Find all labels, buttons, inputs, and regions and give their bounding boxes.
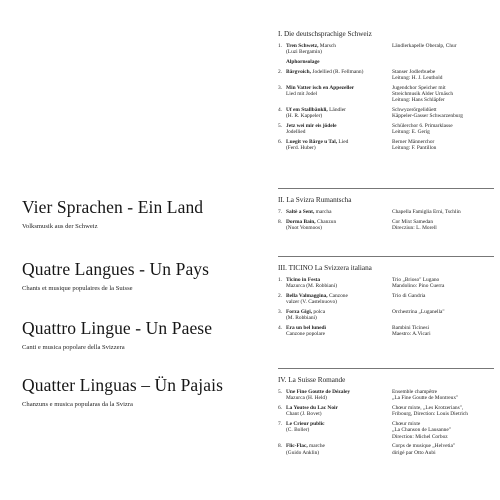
track-item: 4. Uf em Stallbänkli, Ländler (H. R. Kappeler) Schwyzerörgelidüett Käppeler-Gasser Schwarzenburg xyxy=(278,107,463,120)
track-item: 3. Min Vatter isch en Appezeller Lied mit Jodel Jugendchor Speicher mit Streichmusik Alder Urnäsch Leitung: Hans Schläpfer xyxy=(278,84,454,104)
track-item: 2. Bella Valmaggina, Canzone valzer (V. Castelnuovo) Trio di Gandria xyxy=(278,293,426,306)
track-item: 1. Tren Schwetz, Marsch (Luzi Bergamin) Ländlerkapelle Oberalp, Chur xyxy=(278,43,457,56)
section-title: II. La Svizra Rumantscha xyxy=(278,196,352,204)
title-block-german xyxy=(22,197,257,231)
section-divider xyxy=(278,368,494,369)
track-item: 7. Saltè a Sent, marcha Chapella Famiglia Erni, Tschlin xyxy=(278,209,461,215)
track-item: 5. Jetz wei mir eis jödele Jodellied Schülerchor 6. Primarklasse Leitung: E. Gerig xyxy=(278,123,453,136)
subtitle-romansh: Chanzuns e musica popularas da la Svizra xyxy=(22,401,133,408)
subtitle-french: Chants et musique populaires de la Suisse xyxy=(22,285,133,292)
section-german xyxy=(278,30,494,155)
section-divider xyxy=(278,188,494,189)
title-italian: Quattro Lingue - Un Paese xyxy=(22,318,213,338)
subtitle-german: Volksmusik aus der Schweiz xyxy=(22,223,98,230)
track-item: 1. Ticino in Festa Mazurca (M. Robbiani) Trio „Brioso" Lugano Mandolino: Pino Cuerra xyxy=(278,277,445,290)
track-item: 7. Le Crieur public (C. Boller) Chœur mixte „La Chanson de Lausanne" Direction: Michel Corboz xyxy=(278,421,451,440)
track-item: 2. Bärgvoich, Jodellied (R. Fellmann) Stanser Jodlerbuebe Leitung: H. J. Leuthold xyxy=(278,68,443,81)
track-item: 6. La Youtse du Lac Noir Chant (J. Bovet) Chœur mixte, „Les Krotzerians", Fribourg, Direction: Louis Dietrich xyxy=(278,405,468,418)
subtitle-italian: Canti e musica popolare della Svizzera xyxy=(22,344,125,351)
track-item: 3. Forza Gigi, polca (M. Robbiani) Orchestrina „Luganella" xyxy=(278,309,445,322)
section-french xyxy=(278,376,494,459)
track-item: 6. Luegit vo Bärge u Tal, Lied (Ferd. Huber) Berner Männerchor Leitung: F. Pantillon xyxy=(278,139,437,152)
section-romansh xyxy=(278,196,494,235)
title-german: Vier Sprachen - Ein Land xyxy=(22,197,204,217)
title-block-french xyxy=(22,259,257,293)
section-divider xyxy=(278,256,494,257)
section-italian xyxy=(278,264,494,341)
track-item: 8. Flic-Flac, marche (Guido Anklin) Corps de musique „Helvetia" dirigé par Otto Aubi xyxy=(278,443,456,456)
track-note: Alphornsolage xyxy=(286,59,320,65)
section-title: III. TICINO La Svizzera italiana xyxy=(278,264,372,272)
title-romansh: Quatter Linguas – Ün Pajais xyxy=(22,375,223,395)
track-item: 5. Une Fine Goutte de Dézaley Mazurca (H. Held) Ensemble champêtre „La Fine Goutte de Montreux" xyxy=(278,389,459,402)
title-block-italian xyxy=(22,318,257,352)
title-french: Quatre Langues - Un Pays xyxy=(22,259,210,279)
title-block-romansh xyxy=(22,375,257,409)
section-title: I. Die deutschsprachige Schweiz xyxy=(278,30,372,38)
section-title: IV. La Suisse Romande xyxy=(278,376,346,384)
track-item: 8. Dorma Bain, Chanzun (Nuot Vonmoos) Cor Mixt Samedan Direcziun: L. Morell xyxy=(278,218,437,231)
track-item: 4. Era un bel lunedì Canzone popolare Bambini Ticinesi Maestro: A.Vicari xyxy=(278,325,431,338)
